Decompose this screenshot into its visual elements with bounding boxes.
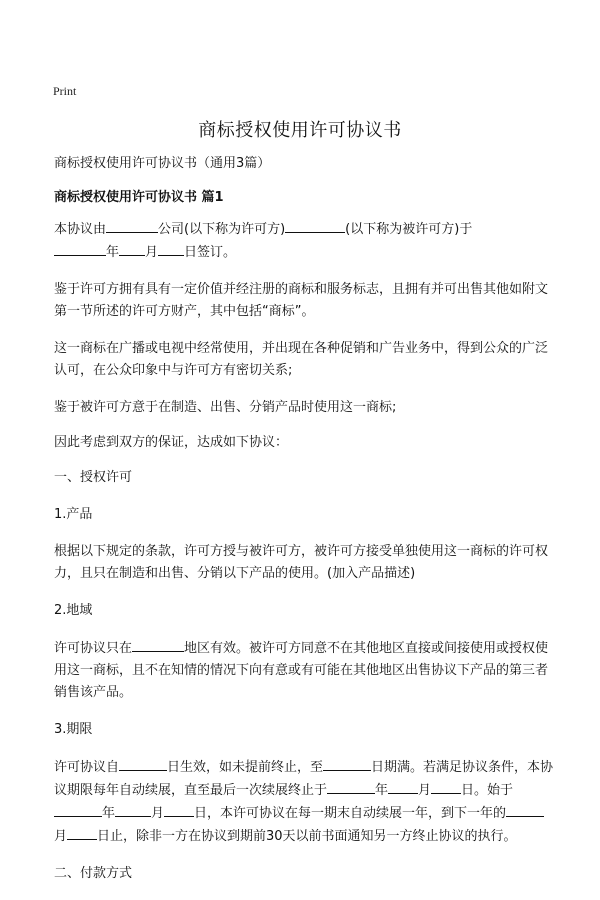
intro-text-f: 日签订。 xyxy=(184,245,237,260)
paragraph-intro xyxy=(54,218,554,264)
blank-month xyxy=(119,241,145,256)
term-text-d: 年 xyxy=(375,783,389,798)
paragraph-therefore: 因此考虑到双方的保证，达成如下协议： xyxy=(54,435,289,450)
blank-expiry-date xyxy=(323,756,371,771)
section-heading-license: 一、授权许可 xyxy=(54,470,133,485)
item-heading-product: 1.产品 xyxy=(54,507,93,522)
blank-start-month xyxy=(115,802,151,817)
term-text-j: 月 xyxy=(54,829,68,844)
term-text-h: 月 xyxy=(151,806,165,821)
article-heading: 商标授权使用许可协议书 篇1 xyxy=(54,190,224,205)
territory-text-b: 地区有效。被许可方同意不在其他地区直接或间接使用或授权使用这一商标，且不在知情的情况下向有意或有可能在其他地区出售协议下产品的第三者销售该产品。 xyxy=(54,641,549,700)
intro-text-b: 公司(以下称为许可方) xyxy=(158,222,286,237)
term-text-b: 日生效，如未提前终止，至 xyxy=(167,760,324,775)
term-text-i: 日，本许可协议在每一期末自动续展一年，到下一年的 xyxy=(194,806,507,821)
paragraph-whereas-1: 鉴于许可方拥有具有一定价值并经注册的商标和服务标志，且拥有并可出售其他如附文第一节所述的许可方财产，其中包括“商标”。 xyxy=(54,282,549,319)
document-body xyxy=(54,153,554,900)
item-heading-territory: 2.地域 xyxy=(54,603,93,618)
blank-final-day xyxy=(431,779,461,794)
blank-effective-date xyxy=(119,756,167,771)
territory-text-a: 许可协议只在 xyxy=(54,641,133,656)
blank-next-day xyxy=(67,825,97,840)
blank-day xyxy=(158,241,184,256)
blank-licensee xyxy=(285,218,345,233)
item-body-product: 根据以下规定的条款，许可方授与被许可方，被许可方接受单独使用这一商标的许可权力，且只在制造和出售、分销以下产品的使用。(加入产品描述) xyxy=(54,544,549,581)
blank-licensor xyxy=(106,218,158,233)
blank-final-month xyxy=(388,779,418,794)
blank-region xyxy=(132,637,184,652)
term-text-k: 日止，除非一方在协议到期前30天以前书面通知另一方终止协议的执行。 xyxy=(97,829,517,844)
section-heading-payment: 二、付款方式 xyxy=(54,866,133,881)
term-text-a: 许可协议自 xyxy=(54,760,120,775)
intro-text-a: 本协议由 xyxy=(54,222,107,237)
document-subtitle: 商标授权使用许可协议书（通用3篇） xyxy=(54,156,271,171)
blank-next-month xyxy=(506,802,544,817)
intro-text-e: 月 xyxy=(145,245,159,260)
intro-text-c: (以下称为被许可方)于 xyxy=(345,222,473,237)
paragraph-whereas-2: 鉴于被许可方意于在制造、出售、分销产品时使用这一商标; xyxy=(54,400,397,415)
term-text-e: 月 xyxy=(418,783,432,798)
paragraph-trademark-use: 这一商标在广播或电视中经常使用，并出现在各种促销和广告业务中，得到公众的广泛认可，在公众印象中与许可方有密切关系; xyxy=(54,341,549,378)
item-body-term xyxy=(54,756,554,848)
blank-start-day xyxy=(164,802,194,817)
blank-start-year xyxy=(54,802,102,817)
document-title: 商标授权使用许可协议书 xyxy=(198,120,402,141)
blank-year xyxy=(54,241,106,256)
item-body-territory xyxy=(54,637,554,704)
print-link[interactable]: Print xyxy=(53,84,77,98)
term-text-c: 日期满。若满足协议条件，本协议期限每年自动续展，直至最后一次续展终止于 xyxy=(54,760,554,798)
blank-final-year xyxy=(327,779,375,794)
item-heading-term: 3.期限 xyxy=(54,722,93,737)
term-text-f: 日。始于 xyxy=(461,783,514,798)
intro-text-d: 年 xyxy=(106,245,120,260)
term-text-g: 年 xyxy=(102,806,116,821)
